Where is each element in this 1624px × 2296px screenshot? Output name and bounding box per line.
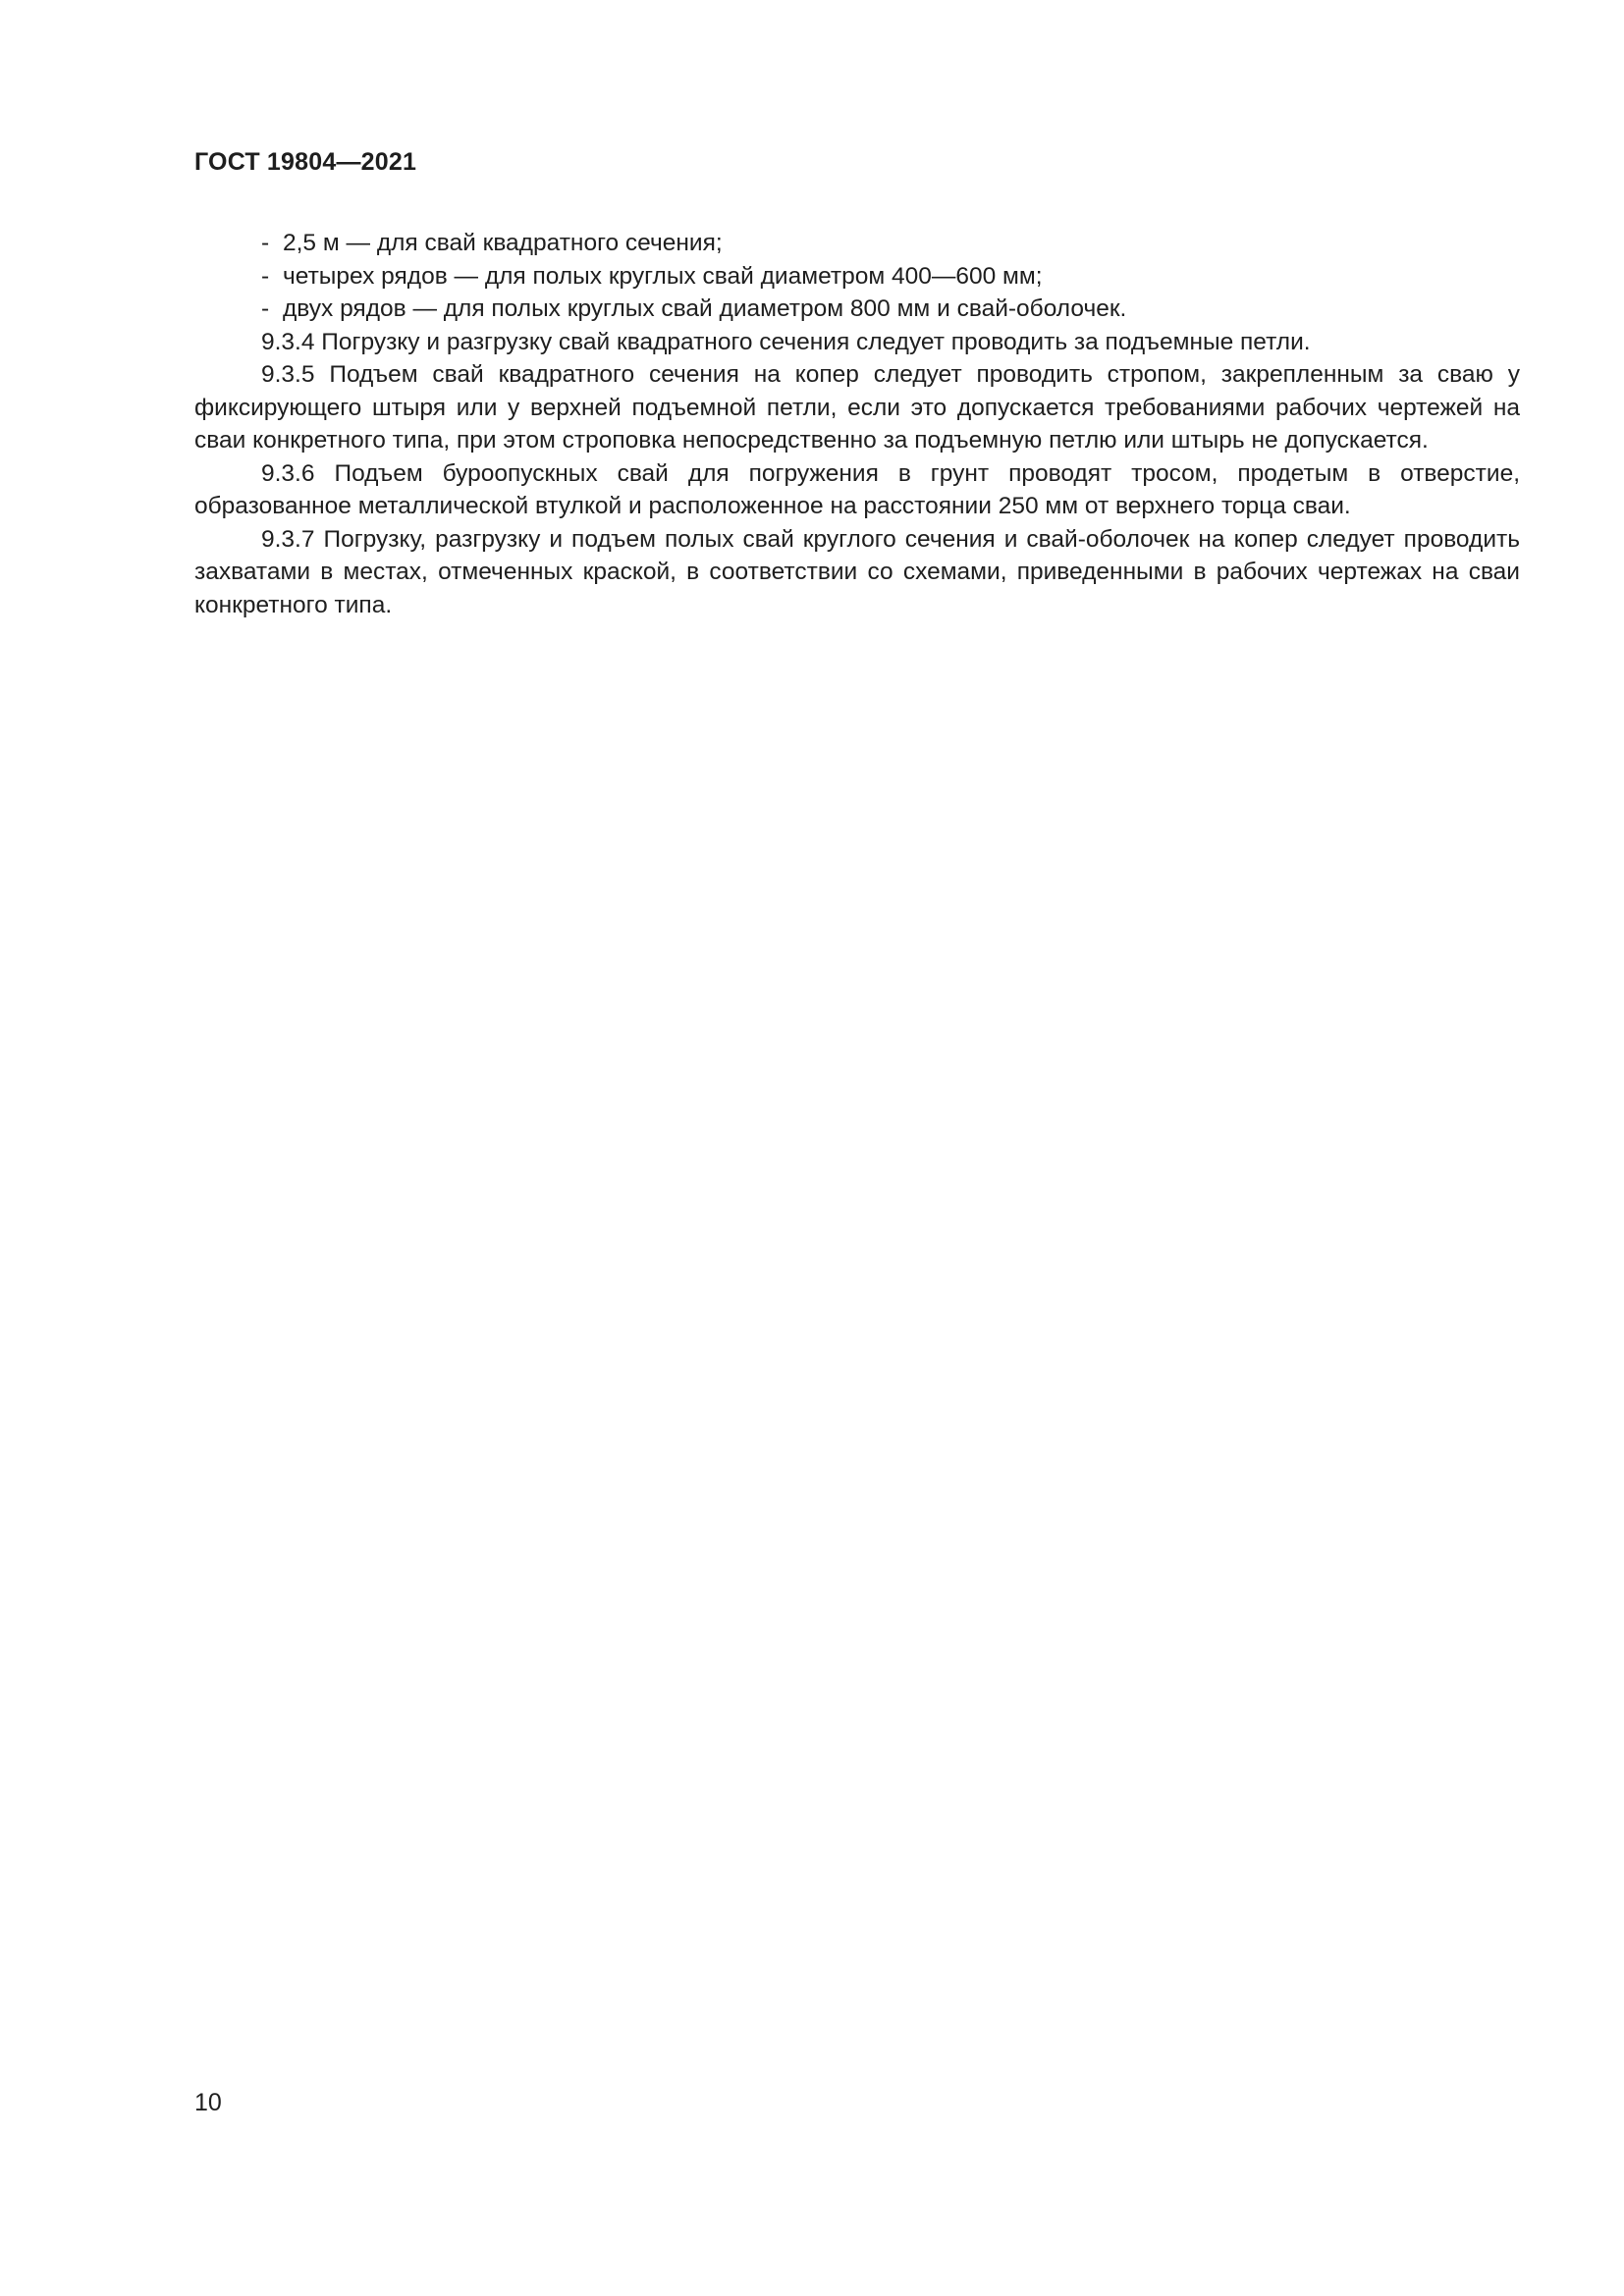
document-header: ГОСТ 19804—2021 — [194, 148, 417, 176]
list-marker: - — [261, 230, 270, 256]
list-item — [194, 293, 1520, 326]
list-item — [194, 227, 1520, 260]
page-body — [194, 227, 1520, 621]
paragraph-9-3-7: 9.3.7 Погрузку, разгрузку и подъем полых свай круглого сечения и свай-оболочек на копер следует проводить захватами в местах, отмеченных краской, в соответствии со схемами, приведенными в рабочих чертежах на сваи конкретного типа. — [194, 525, 1520, 618]
paragraph-9-3-6: 9.3.6 Подъем буроопускных свай для погружения в грунт проводят тросом, продетым в отверстие, образованное металлической втулкой и расположенное на расстоянии 250 мм от верхнего торца сваи. — [194, 459, 1520, 519]
list-item — [194, 260, 1520, 294]
paragraph-9-3-4: 9.3.4 Погрузку и разгрузку свай квадратного сечения следует проводить за подъемные петли. — [261, 328, 1311, 355]
page-number: 10 — [194, 2089, 222, 2116]
list-item-text: двух рядов — для полых круглых свай диаметром 800 мм и свай-оболочек. — [283, 295, 1127, 322]
list-marker: - — [261, 295, 270, 322]
list-item-text: 2,5 м — для свай квадратного сечения; — [283, 230, 723, 256]
list-item-text: четырех рядов — для полых круглых свай диаметром 400—600 мм; — [283, 262, 1043, 290]
list-marker: - — [261, 262, 270, 290]
paragraph-9-3-5: 9.3.5 Подъем свай квадратного сечения на копер следует проводить стропом, закрепленным за сваю у фиксирующего штыря или у верхней подъемной петли, если это допускается требованиями рабочих чертежей на сваи конкретного типа, при этом строповка непосредственно за подъемную петлю или штырь не допускается. — [194, 361, 1520, 454]
